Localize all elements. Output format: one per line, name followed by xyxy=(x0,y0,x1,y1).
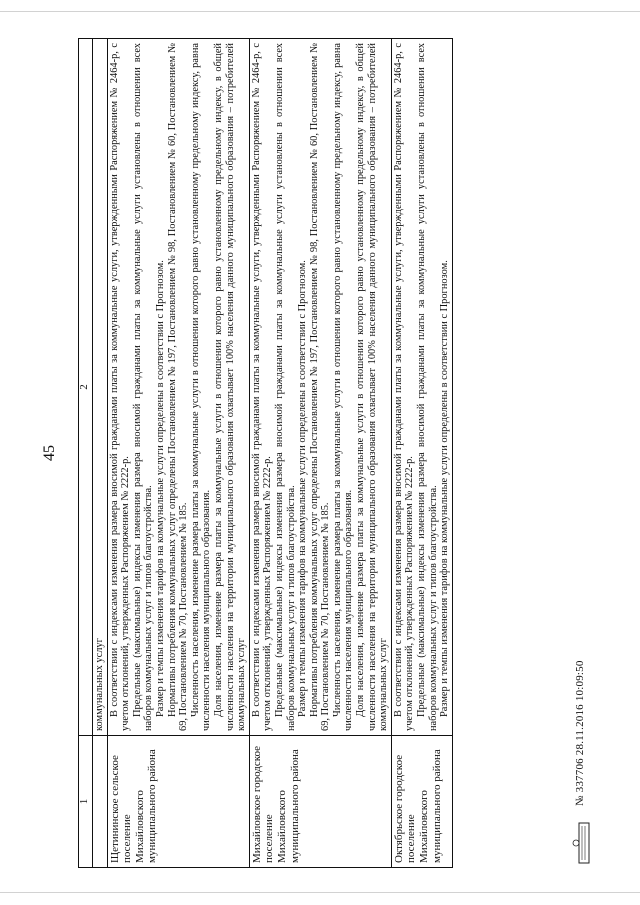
table-row xyxy=(107,38,249,867)
municipality-cell: Михайловское городское поселение Михайловского муниципального района xyxy=(249,735,391,867)
main-table xyxy=(78,38,453,868)
registration-stamp-icon xyxy=(572,822,592,864)
paragraph: Нормативы потребления коммунальных услуг определены Постановлением № 197, Постановлением № 98, Постановлением № 60, Постановлением № 69, Постановлением № 70, Постановлением № 185. xyxy=(166,42,190,731)
paragraph: В соответствии с индексами изменения размера вносимой гражданами платы за коммунальные услуги, утвержденными Распоряжением № 2464-р, с учетом отклонений, утвержденных Распоряжением № 2222-р. xyxy=(392,42,416,731)
paragraph: Размер и темпы изменения тарифов на коммунальные услуги определены в соответствии с Прогнозом. xyxy=(439,259,451,717)
description-cell xyxy=(249,38,391,735)
paragraph: Предельные (максимальные) индексы изменения размера вносимой гражданами платы за коммунальные услуги установлены в отношении всех наборов коммунальных услуг и типов благоустройства. xyxy=(131,42,155,731)
continuation-text: коммунальных услуг xyxy=(93,38,108,735)
page-number: 45 xyxy=(41,444,58,461)
rotated-content xyxy=(40,38,600,868)
paragraph: Численность населения, изменение размера платы за коммунальные услуги в отношении которого равно установленному предельному индексу, равна численности населения муниципального образования. xyxy=(331,42,355,731)
paragraph: Размер и темпы изменения тарифов на коммунальные услуги определены в соответствии с Прогнозом. xyxy=(154,259,166,717)
paragraph: Предельные (максимальные) индексы изменения размера вносимой гражданами платы за коммунальные услуги установлены в отношении всех наборов коммунальных услуг и типов благоустройства. xyxy=(273,42,297,731)
table-row xyxy=(391,38,452,867)
scan-edge-top xyxy=(0,11,640,12)
paragraph: В соответствии с индексами изменения размера вносимой гражданами платы за коммунальные услуги, утвержденными Распоряжением № 2464-р, с учетом отклонений, утвержденных Распоряжением № 2222-р. xyxy=(108,42,132,731)
municipality-cell: Октябрьское городское поселение Михайловского муниципального района xyxy=(391,735,452,867)
col-header-2: 2 xyxy=(79,38,93,735)
paragraph: Предельные (максимальные) индексы изменения размера вносимой гражданами платы за коммунальные услуги установлены в отношении всех наборов коммунальных услуг и типов благоустройства. xyxy=(416,42,439,731)
registration-footer xyxy=(568,38,596,868)
municipality-cell: Щетининское сельское поселение Михайловского муниципального района xyxy=(107,735,249,867)
table-row xyxy=(249,38,391,867)
registration-number: № 337706 28.11.2016 10:09:50 xyxy=(574,659,586,806)
header-row xyxy=(79,38,93,867)
scan-edge-bottom xyxy=(0,892,640,893)
continuation-empty-cell xyxy=(93,735,108,867)
col-header-1: 1 xyxy=(79,735,93,867)
paragraph: Численность населения, изменение размера платы за коммунальные услуги в отношении которого равно установленному предельному индексу, равна численности населения муниципального образования. xyxy=(189,42,213,731)
description-cell xyxy=(391,38,452,735)
paragraph: Доля населения, изменение размера платы за коммунальные услуги в отношении которого равно установленному предельному индексу, в общей численности населения на территории муниципального образования охватывает 100% населения данного муниципального образования – потребителей коммунальных услуг xyxy=(212,42,248,731)
continuation-row xyxy=(93,38,108,867)
paragraph: Доля населения, изменение размера платы за коммунальные услуги в отношении которого равно установленному предельному индексу, в общей численности населения на территории муниципального образования охватывает 100% населения данного муниципального образования – потребителей коммунальных услуг xyxy=(355,42,390,731)
description-cell xyxy=(107,38,249,735)
paragraph: Размер и темпы изменения тарифов на коммунальные услуги определены в соответствии с Прогнозом. xyxy=(297,259,309,717)
paragraph: Нормативы потребления коммунальных услуг определены Постановлением № 197, Постановлением № 98, Постановлением № 60, Постановлением № 69, Постановлением № 70, Постановлением № 185. xyxy=(308,42,332,731)
paragraph: В соответствии с индексами изменения размера вносимой гражданами платы за коммунальные услуги, утвержденными Распоряжением № 2464-р, с учетом отклонений, утвержденных Распоряжением № 2222-р. xyxy=(250,42,274,731)
